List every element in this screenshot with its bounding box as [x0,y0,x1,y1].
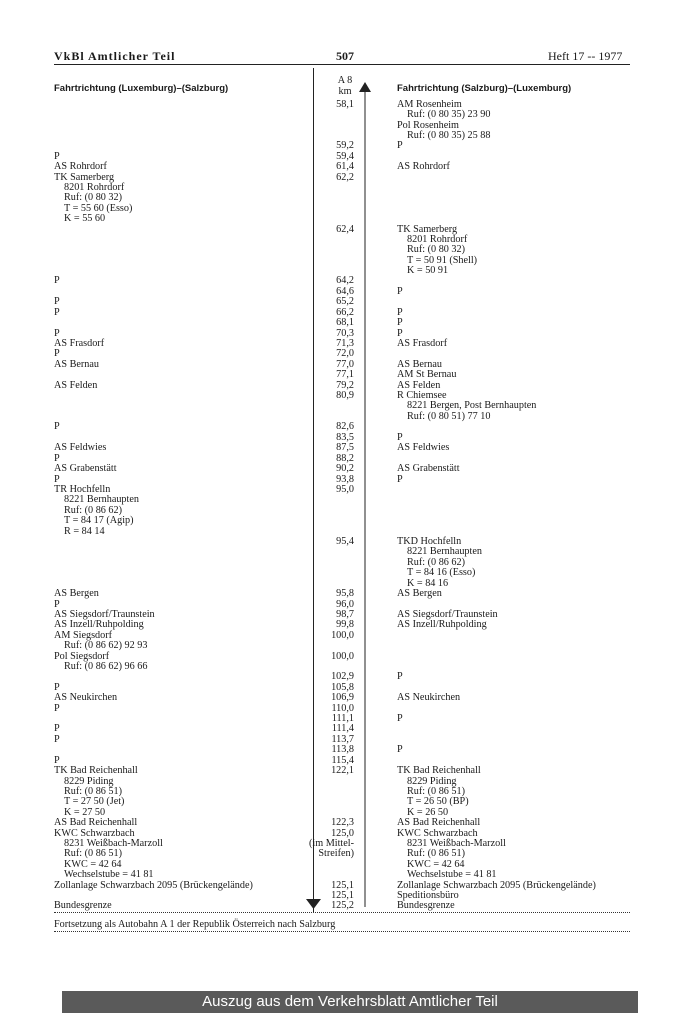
right-entry: Ruf: (0 80 35) 25 88 [407,130,491,141]
km-value: 125,2 [331,900,354,911]
right-entry: Ruf: (0 86 51) [407,786,466,797]
right-entry: Ruf: (0 86 62) [407,557,466,568]
km-value: (im Mittel- [309,838,354,849]
left-entry: 8229 Piding [64,776,114,787]
km-value: 88,2 [336,453,354,464]
km-value: 70,3 [336,328,354,339]
km-value: 83,5 [336,432,354,443]
left-entry: P [54,151,60,162]
direction-title-left: Fahrtrichtung (Luxemburg)–(Salzburg) [54,83,229,94]
left-entry: P [54,755,60,766]
journal-title: VkBl Amtlicher Teil [54,49,176,63]
km-value: 90,2 [336,463,354,474]
left-entry: KWC = 42 64 [64,859,122,870]
left-entry: Ruf: (0 86 51) [64,786,123,797]
km-value: 113,7 [331,734,354,745]
source-banner: Auszug aus dem Verkehrsblatt Amtlicher Teil [62,991,638,1013]
left-entry: TR Hochfelln [54,484,111,495]
km-value: 61,4 [336,161,354,172]
km-value: 58,1 [336,99,354,110]
km-value: 125,0 [331,828,354,839]
km-value: 98,7 [336,609,354,620]
right-entry: Ruf: (0 80 51) 77 10 [407,411,491,422]
right-entry: Ruf: (0 86 51) [407,848,466,859]
km-value: 62,4 [336,224,354,235]
right-entry: 8221 Bergen, Post Bernhaupten [407,400,537,411]
left-entry: R = 84 14 [64,526,105,537]
right-entry: P [397,317,403,328]
km-value: 95,4 [336,536,354,547]
right-entry: AS Frasdorf [397,338,448,349]
left-entry: P [54,723,60,734]
km-value: 125,1 [331,880,354,891]
left-entry: P [54,599,60,610]
km-value: 79,2 [336,380,354,391]
km-value: 100,0 [331,630,354,641]
left-entry: AS Inzell/Ruhpolding [54,619,144,630]
page-number: 507 [336,49,354,63]
right-entry: Pol Rosenheim [397,120,459,131]
left-entry: P [54,734,60,745]
right-entry: AS Grabenstätt [397,463,460,474]
right-entry: AS Feldwies [397,442,450,453]
left-entry: P [54,307,60,318]
km-value: 77,1 [336,369,354,380]
km-value: 59,2 [336,140,354,151]
dotted-rule-top [54,912,630,913]
left-entry: P [54,703,60,714]
km-head-road: A 8 [337,75,353,86]
right-entry: Ruf: (0 80 35) 23 90 [407,109,491,120]
left-entry: P [54,421,60,432]
left-entry: P [54,328,60,339]
issue-info: Heft 17 -- 1977 [548,49,623,63]
right-entry: Bundesgrenze [397,900,455,911]
left-entry: TK Bad Reichenhall [54,765,138,776]
right-entry: K = 26 50 [407,807,449,818]
left-entry: T = 84 17 (Agip) [64,515,134,526]
left-entry: AS Felden [54,380,98,391]
right-entry: AS Inzell/Ruhpolding [397,619,487,630]
left-entry: Ruf: (0 86 62) [64,505,123,516]
km-value: 71,3 [336,338,354,349]
left-entry: Bundesgrenze [54,900,112,911]
left-entry: Ruf: (0 86 51) [64,848,123,859]
right-entry: T = 84 16 (Esso) [407,567,476,578]
right-entry: 8231 Weißbach-Marzoll [407,838,506,849]
right-entry: Zollanlage Schwarzbach 2095 (Brückengelände) [397,880,596,891]
right-entry: AM St Bernau [397,369,457,380]
km-value: 66,2 [336,307,354,318]
left-entry: AS Bergen [54,588,99,599]
km-value: 68,1 [336,317,354,328]
km-value: 106,9 [331,692,354,703]
km-value: 72,0 [336,348,354,359]
right-entry: Ruf: (0 80 32) [407,244,466,255]
right-entry: Wechselstube = 41 81 [407,869,497,880]
km-value: 113,8 [331,744,354,755]
arrow-up-icon [359,82,371,92]
right-entry: TK Bad Reichenhall [397,765,481,776]
right-entry: AS Rohrdorf [397,161,450,172]
right-entry: 8221 Bernhaupten [407,546,482,557]
right-entry: AS Felden [397,380,441,391]
km-value: 80,9 [336,390,354,401]
right-entry: P [397,474,403,485]
right-entry: AM Rosenheim [397,99,462,110]
km-value: 122,3 [331,817,354,828]
left-entry: 8231 Weißbach-Marzoll [64,838,163,849]
left-entry: P [54,296,60,307]
km-value: 125,1 [331,890,354,901]
km-value: 122,1 [331,765,354,776]
right-entry: Speditionsbüro [397,890,459,901]
left-entry: AS Rohrdorf [54,161,107,172]
km-value: 93,8 [336,474,354,485]
km-value: 99,8 [336,619,354,630]
right-entry: 8229 Piding [407,776,457,787]
km-head-unit: km [338,86,352,97]
header-rule [54,64,630,65]
right-entry: 8201 Rohrdorf [407,234,468,245]
right-entry: P [397,671,403,682]
right-entry: P [397,140,403,151]
direction-arrows [358,82,372,907]
km-value: 64,2 [336,275,354,286]
right-entry: P [397,328,403,339]
km-value: 111,4 [331,723,354,734]
right-entry: AS Siegsdorf/Traunstein [397,609,498,620]
right-entry: KWC = 42 64 [407,859,465,870]
dotted-rule-bottom [54,931,630,932]
left-entry: AS Bernau [54,359,99,370]
right-entry: P [397,307,403,318]
km-value: 95,8 [336,588,354,599]
left-entry: Wechselstube = 41 81 [64,869,154,880]
km-value: 95,0 [336,484,354,495]
right-entry: TKD Hochfelln [397,536,462,547]
left-entry: P [54,275,60,286]
km-value: 62,2 [336,172,354,183]
left-entry: 8221 Bernhaupten [64,494,139,505]
right-entry: TK Samerberg [397,224,458,235]
left-entry: P [54,453,60,464]
km-value: 96,0 [336,599,354,610]
left-entry: K = 55 60 [64,213,106,224]
km-value: Streifen) [318,848,354,859]
km-value: 82,6 [336,421,354,432]
right-entry: T = 26 50 (BP) [407,796,469,807]
km-value: 105,8 [331,682,354,693]
left-entry: P [54,348,60,359]
left-entry: Pol Siegsdorf [54,651,110,662]
right-entry: AS Bernau [397,359,442,370]
left-entry: KWC Schwarzbach [54,828,135,839]
left-entry: P [54,474,60,485]
right-entry: T = 50 91 (Shell) [407,255,478,266]
left-entry: AS Siegsdorf/Traunstein [54,609,155,620]
km-value: 102,9 [331,671,354,682]
left-entry: AS Grabenstätt [54,463,117,474]
km-value: 100,0 [331,651,354,662]
km-value: 59,4 [336,151,354,162]
direction-title-right: Fahrtrichtung (Salzburg)–(Luxemburg) [397,83,572,94]
right-entry: P [397,286,403,297]
left-entry: AM Siegsdorf [54,630,113,641]
km-value: 87,5 [336,442,354,453]
km-value: 64,6 [336,286,354,297]
right-entry: P [397,713,403,724]
continuation-note: Fortsetzung als Autobahn A 1 der Republik Österreich nach Salzburg [54,919,336,930]
km-value: 110,0 [331,703,354,714]
right-entry: AS Neukirchen [397,692,461,703]
left-entry: T = 55 60 (Esso) [64,203,133,214]
right-entry: K = 50 91 [407,265,449,276]
left-entry: AS Bad Reichenhall [54,817,138,828]
left-entry: T = 27 50 (Jet) [64,796,125,807]
left-entry: AS Neukirchen [54,692,118,703]
right-entry: KWC Schwarzbach [397,828,478,839]
left-entry: Ruf: (0 86 62) 96 66 [64,661,148,672]
right-entry: K = 84 16 [407,578,449,589]
left-entry: AS Frasdorf [54,338,105,349]
right-entry: AS Bad Reichenhall [397,817,481,828]
left-entry: Ruf: (0 80 32) [64,192,123,203]
right-entry: R Chiemsee [397,390,447,401]
right-entry: P [397,744,403,755]
km-value: 65,2 [336,296,354,307]
left-entry: TK Samerberg [54,172,115,183]
left-entry: K = 27 50 [64,807,106,818]
left-entry: Ruf: (0 86 62) 92 93 [64,640,148,651]
left-entry: P [54,682,60,693]
right-entry: P [397,432,403,443]
km-value: 115,4 [331,755,354,766]
km-value: 77,0 [336,359,354,370]
left-entry: AS Feldwies [54,442,107,453]
left-entry: 8201 Rohrdorf [64,182,125,193]
km-value: 111,1 [331,713,354,724]
right-entry: AS Bergen [397,588,442,599]
left-entry: Zollanlage Schwarzbach 2095 (Brückengelände) [54,880,253,891]
